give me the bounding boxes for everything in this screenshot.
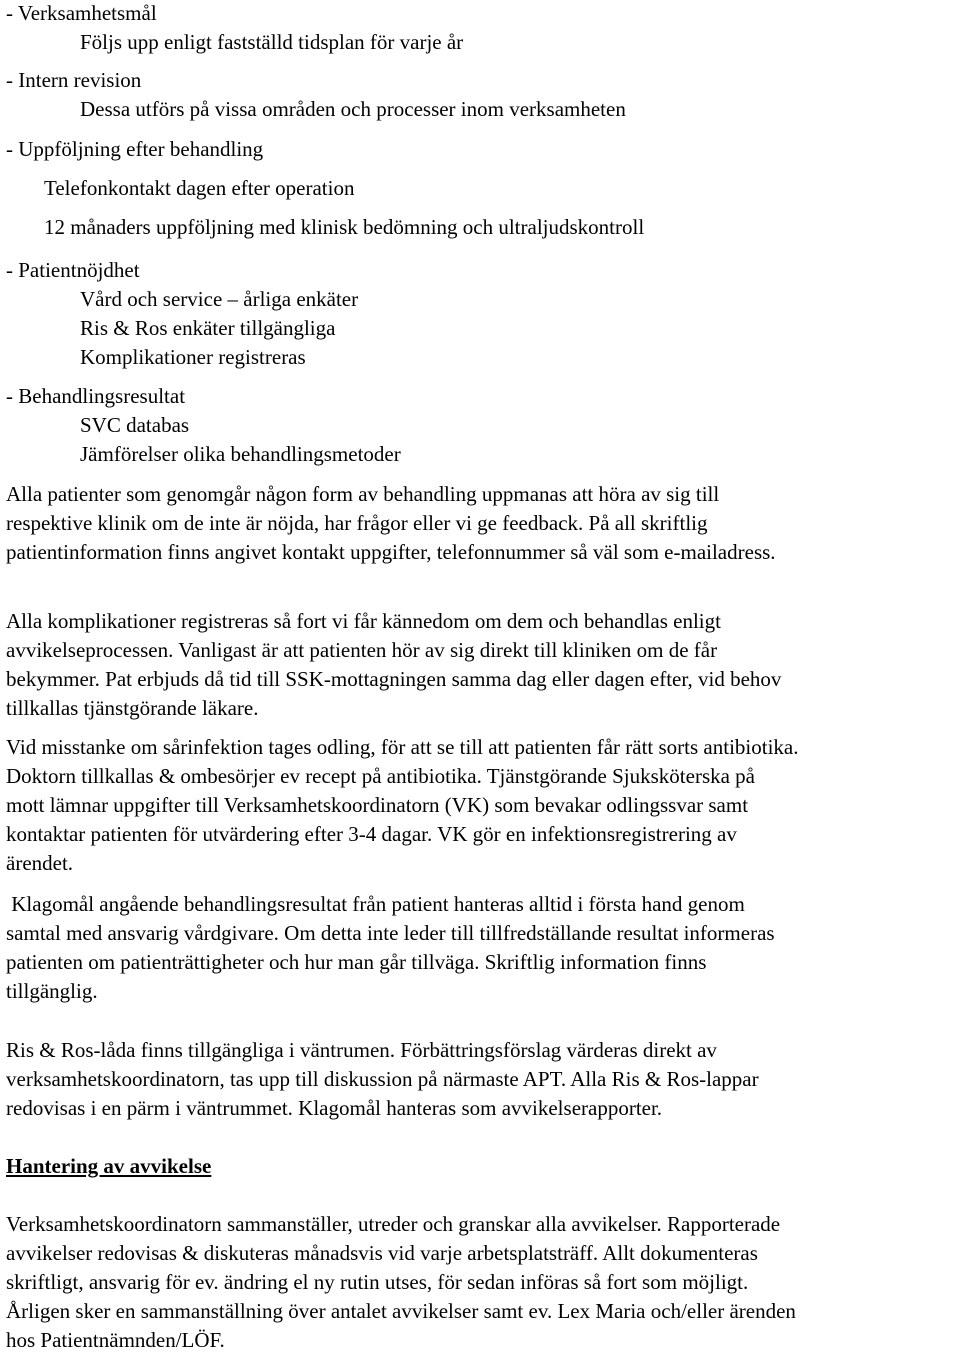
list-title: - Uppföljning efter behandling bbox=[6, 137, 264, 161]
paragraph-line: bekymmer. Pat erbjuds då tid till SSK-mottagningen samma dag eller dagen efter, vid behov bbox=[6, 667, 782, 691]
paragraph-line: Verksamhetskoordinatorn sammanställer, utreder och granskar alla avvikelser. Rapporterade bbox=[6, 1212, 781, 1236]
paragraph-line: avvikelseprocessen. Vanligast är att patienten hör av sig direkt till kliniken om de får bbox=[6, 638, 718, 662]
list-item: Komplikationer registreras bbox=[80, 345, 306, 369]
list-item: SVC databas bbox=[80, 413, 190, 437]
list-title: - Verksamhetsmål bbox=[6, 1, 157, 25]
list-title: - Intern revision bbox=[6, 68, 142, 92]
paragraph-line: Klagomål angående behandlingsresultat från patient hanteras alltid i första hand genom bbox=[6, 892, 745, 916]
paragraph-line: samtal med ansvarig vårdgivare. Om detta inte leder till tillfredställande resultat informeras bbox=[6, 921, 775, 945]
paragraph-line: Vid misstanke om sårinfektion tages odling, för att se till att patienten får rätt sorts antibiotika. bbox=[6, 735, 799, 759]
paragraph-line: patienten om patienträttigheter och hur man går tillväga. Skriftlig information finns bbox=[6, 950, 707, 974]
paragraph-line: Doktorn tillkallas & ombesörjer ev recept på antibiotika. Tjänstgörande Sjuksköterska på bbox=[6, 764, 756, 788]
list-item: Följs upp enligt fastställd tidsplan för varje år bbox=[80, 30, 464, 54]
paragraph-line: respektive klinik om de inte är nöjda, har frågor eller vi ge feedback. På all skriftlig bbox=[6, 511, 708, 535]
section-heading: Hantering av avvikelse bbox=[6, 1154, 212, 1178]
paragraph-line: ärendet. bbox=[6, 851, 74, 875]
list-item: 12 månaders uppföljning med klinisk bedömning och ultraljudskontroll bbox=[44, 215, 645, 239]
paragraph-line: verksamhetskoordinatorn, tas upp till diskussion på närmaste APT. Alla Ris & Ros-lappar bbox=[6, 1067, 759, 1091]
list-item: Ris & Ros enkäter tillgängliga bbox=[80, 316, 336, 340]
paragraph-line: Alla patienter som genomgår någon form av behandling uppmanas att höra av sig till bbox=[6, 482, 720, 506]
paragraph-line: redovisas i en pärm i väntrummet. Klagomål hanteras som avvikelserapporter. bbox=[6, 1096, 663, 1120]
list-title: - Patientnöjdhet bbox=[6, 258, 140, 282]
paragraph-line: Ris & Ros-låda finns tillgängliga i väntrumen. Förbättringsförslag värderas direkt av bbox=[6, 1038, 717, 1062]
list-item: Vård och service – årliga enkäter bbox=[80, 287, 359, 311]
paragraph-line: tillgänglig. bbox=[6, 979, 98, 1003]
paragraph-line: Årligen sker en sammanställning över antalet avvikelser samt ev. Lex Maria och/eller ärenden bbox=[6, 1299, 796, 1323]
list-item: Telefonkontakt dagen efter operation bbox=[44, 176, 355, 200]
paragraph-line: hos Patientnämnden/LÖF. bbox=[6, 1328, 225, 1352]
paragraph-line: mott lämnar uppgifter till Verksamhetskoordinatorn (VK) som bevakar odlingssvar samt bbox=[6, 793, 749, 817]
list-item: Dessa utförs på vissa områden och processer inom verksamheten bbox=[80, 97, 626, 121]
list-item: Jämförelser olika behandlingsmetoder bbox=[80, 442, 401, 466]
paragraph-line: patientinformation finns angivet kontakt uppgifter, telefonnummer så väl som e-mailadress. bbox=[6, 540, 776, 564]
paragraph-line: avvikelser redovisas & diskuteras månadsvis vid varje arbetsplatsträff. Allt dokumenteras bbox=[6, 1241, 758, 1265]
paragraph-line: tillkallas tjänstgörande läkare. bbox=[6, 696, 259, 720]
paragraph-line: Alla komplikationer registreras så fort vi får kännedom om dem och behandlas enligt bbox=[6, 609, 721, 633]
list-title: - Behandlingsresultat bbox=[6, 384, 186, 408]
paragraph-line: kontaktar patienten för utvärdering efter 3-4 dagar. VK gör en infektionsregistrering av bbox=[6, 822, 737, 846]
paragraph-line: skriftligt, ansvarig för ev. ändring el ny rutin utses, för sedan införas så fort som möjligt. bbox=[6, 1270, 749, 1294]
